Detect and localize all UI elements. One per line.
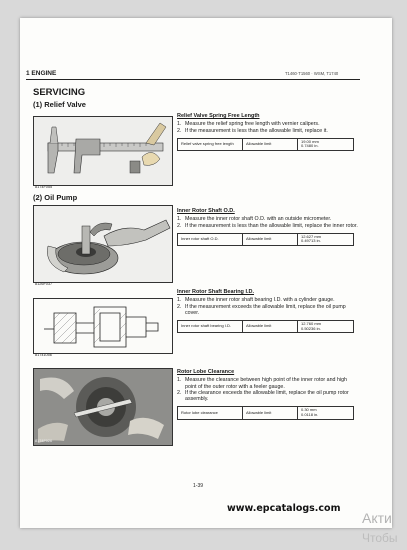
spec-item: Rotor lobe clearance [178,407,243,418]
header-rule [26,79,360,80]
spec-label: Allowable limit [243,139,298,150]
spec-table [177,233,354,246]
subsection-oil-pump: (2) Oil Pump [33,193,78,202]
block-heading: Relief Valve Spring Free Length [177,113,260,119]
step-item: 2. If the measurement is less than the allowable limit, replace the inner rotor. [177,222,358,229]
figure-code-4: 8174F026 [35,439,53,443]
spec-table [177,320,354,333]
spec-label: Allowable limit [243,234,298,245]
block-heading: Rotor Lobe Clearance [177,369,235,375]
figure-vernier-caliper [33,116,173,186]
chapter-header: 1 ENGINE [26,70,57,77]
spec-label: Allowable limit [243,321,298,332]
step-item: 2. If the measurement exceeds the allowable limit, replace the oil pump cover. [177,303,346,316]
micrometer-illustration [34,206,172,282]
spec-table [177,138,354,151]
figure-cylinder-gauge-section [33,298,173,354]
steps-list [177,216,359,229]
step-item: 1. Measure the inner rotor shaft bearing I.D. with a cylinder gauge. [177,297,335,304]
activation-overlay-line2: Чтобы [362,531,398,545]
vernier-caliper-illustration [34,117,172,185]
step-item: 1. Measure the inner rotor shaft O.D. with an outside micrometer. [177,216,332,223]
section-title: SERVICING [33,87,86,98]
spec-values: 0.30 mm 0.0118 in. [301,407,319,418]
block-bearing-id [177,289,359,333]
watermark-url: www.epcatalogs.com [227,503,341,514]
feeler-gauge-illustration [34,369,172,445]
spec-item: Inner rotor shaft bearing I.D. [178,321,243,332]
block-inner-rotor-od [177,208,359,246]
figure-feeler-gauge [33,368,173,446]
steps-list [177,121,359,134]
block-heading: Inner Rotor Shaft O.D. [177,208,235,214]
figure-micrometer [33,205,173,283]
spec-values: 12.760 mm 0.50236 in. [301,321,322,331]
figure-code-2: 8126F037 [35,282,53,286]
step-item: 2. If the clearance exceeds the allowable limit, replace the oil pump rotor assembly. [177,389,349,403]
spec-table [177,406,354,419]
steps-list [177,297,359,316]
figure-code-1: 8174F055 [35,185,53,189]
spec-item: Relief valve spring free length [178,139,243,150]
step-item: 2. If the measurement is less than the allowable limit, replace it. [177,127,328,134]
spec-item: Inner rotor shaft O.D. [178,234,243,245]
page-number: 1-39 [193,483,204,489]
step-item: 1. Measure the clearance between high point of the inner rotor and high point of the outer rotor with a feeler gauge. [177,377,347,390]
spec-values: 12.627 mm 0.49713 in. [301,233,322,244]
figure-code-3: 81741056 [35,353,52,357]
spec-label: Allowable limit [243,407,298,418]
bearing-section-diagram [34,299,172,353]
activation-overlay-line1: Акти [362,510,392,526]
block-rotor-lobe [177,369,359,420]
manual-code: T1460·T1560 · WSM, T1740 [285,71,339,76]
block-relief-spring [177,113,359,151]
steps-list [177,377,359,402]
block-heading: Inner Rotor Shaft Bearing I.D. [177,289,255,295]
subsection-relief-valve: (1) Relief Valve [33,100,86,109]
spec-values: 19.00 mm 0.7480 in. [301,138,319,149]
step-item: 1. Measure the relief spring free length with vernier calipers. [177,121,320,128]
